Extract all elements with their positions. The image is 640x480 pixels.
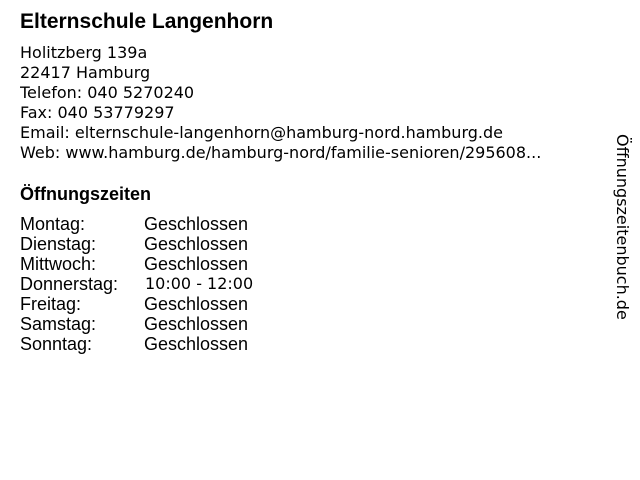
street-address: Holitzberg 139a [20, 43, 148, 62]
business-title: Elternschule Langenhorn [20, 10, 274, 33]
day-name: Dienstag: [20, 234, 97, 254]
day-hours: 10:00 - 12:00 [145, 274, 254, 293]
day-name: Donnerstag: [20, 274, 119, 294]
day-hours: Geschlossen [144, 294, 249, 314]
day-name: Mittwoch: [20, 254, 97, 274]
day-hours: Geschlossen [144, 334, 249, 354]
opening-hours-row [20, 314, 253, 334]
phone-number: Telefon: 040 5270240 [20, 83, 195, 102]
day-hours: Geschlossen [144, 214, 249, 234]
day-name: Montag: [20, 214, 86, 234]
opening-hours-heading: Öffnungszeiten [20, 184, 151, 204]
email-address: Email: elternschule-langenhorn@hamburg-nord.hamburg.de [20, 123, 503, 142]
day-hours: Geschlossen [144, 314, 249, 334]
day-name: Sonntag: [20, 334, 93, 354]
site-credit: Öffnungszeitenbuch.de [613, 134, 632, 320]
day-hours: Geschlossen [144, 234, 249, 254]
opening-hours-row [20, 294, 253, 314]
website-address: Web: www.hamburg.de/hamburg-nord/familie-senioren/295608... [20, 143, 542, 162]
opening-hours-table [20, 214, 253, 354]
opening-hours-row [20, 214, 253, 234]
day-hours: Geschlossen [144, 254, 249, 274]
opening-hours-row [20, 334, 253, 354]
opening-hours-row [20, 254, 253, 274]
postal-city: 22417 Hamburg [20, 63, 151, 82]
day-name: Freitag: [20, 294, 82, 314]
day-name: Samstag: [20, 314, 97, 334]
address-block [20, 43, 605, 163]
fax-number: Fax: 040 53779297 [20, 103, 175, 122]
opening-hours-row [20, 234, 253, 254]
opening-hours-row [20, 274, 253, 294]
